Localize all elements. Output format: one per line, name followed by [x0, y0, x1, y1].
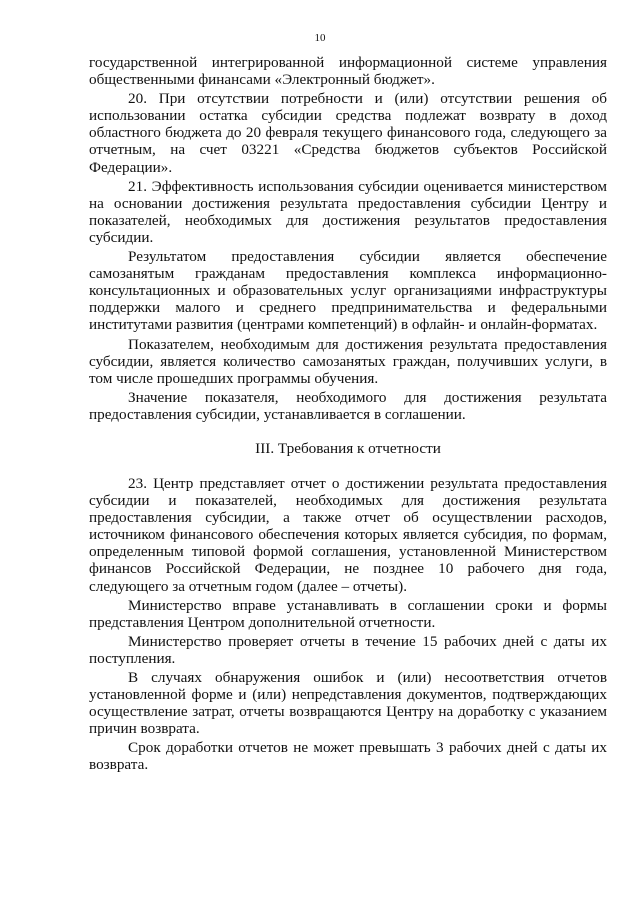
section-heading: III. Требования к отчетности [255, 439, 441, 457]
paragraph-revision-term: Срок доработки отчетов не может превышать 3 рабочих дней с даты их возврата. [89, 739, 607, 774]
paragraph-20: 20. При отсутствии потребности и (или) отсутствии решения об использовании остатка субсидии средства подлежат возврату в доход областного бюджета до 20 февраля текущего финансового года, следующего за отчетным, на счет 03221 «Средства бюджетов субъектов Российской Федерации». [89, 90, 607, 176]
paragraph-21: 21. Эффективность использования субсидии оценивается министерством на основании достижения результата предоставления субсидии Центру и показателей, необходимых для достижения результатов предоставления субсидии. [89, 177, 607, 246]
paragraph-indicator-value: Значение показателя, необходимого для достижения результата предоставления субсидии, устанавливается в соглашении. [89, 388, 607, 423]
page-number: 10 [314, 32, 326, 44]
paragraph-verification: Министерство проверяет отчеты в течение 15 рабочих дней с даты их поступления. [89, 632, 607, 667]
paragraph-indicator: Показателем, необходимым для достижения результата предоставления субсидии, является количество самозанятых граждан, получивших услуги, в том числе прошедших программы обучения. [89, 335, 607, 387]
paragraph-additional-reporting: Министерство вправе устанавливать в соглашении сроки и формы представления Центром дополнительной отчетности. [89, 596, 607, 631]
paragraph-23: 23. Центр представляет отчет о достижении результата предоставления субсидии и показателей, необходимых для достижения результата предоставления субсидии, а также отчет об осуществлении расходов, источником финансового обеспечения которых является субсидия, по формам, определенным типовой формой соглашения, установленной Министерством финансов Российской Федерации, не позднее 10 рабочего дня года, следующего за отчетным годом (далее – отчеты). [89, 474, 607, 595]
paragraph-result: Результатом предоставления субсидии является обеспечение самозанятым гражданам предоставления комплекса информационно-консультационных и образовательных услуг организациями инфраструктуры поддержки малого и среднего предпринимательства и федеральными институтами развития (центрами компетенций) в офлайн- и онлайн-форматах. [89, 248, 607, 334]
paragraph-continuation: государственной интегрированной информационной системе управления общественными финансами «Электронный бюджет». [89, 54, 607, 89]
document-body [89, 54, 607, 776]
paragraph-errors: В случаях обнаружения ошибок и (или) несоответствия отчетов установленной форме и (или) непредставления документов, подтверждающих осуществление затрат, отчеты возвращаются Центру на доработку с указанием причин возврата. [89, 669, 607, 738]
